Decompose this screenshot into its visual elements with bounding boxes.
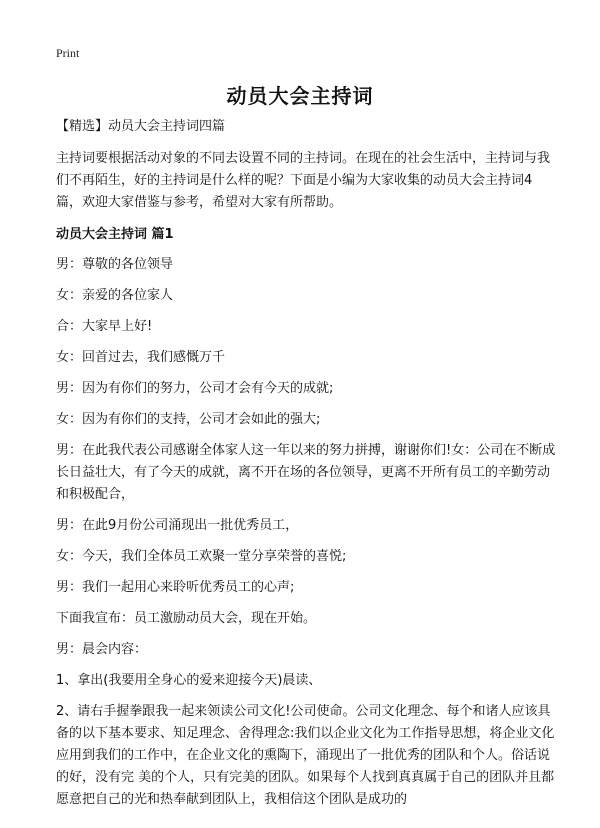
dialogue-line: 男：在此9月份公司涌现出一批优秀员工， xyxy=(56,518,299,533)
dialogue-line: 女：因为有你们的支持，公司才会如此的强大; xyxy=(56,412,321,427)
announcement-line: 下面我宣布：员工激励动员大会，现在开始。 xyxy=(56,611,317,626)
document-title: 动员大会主持词 xyxy=(226,84,374,108)
agenda-item: 1、拿出(我要用全身心的爱来迎接今天)晨读、 xyxy=(56,673,322,688)
intro-paragraph: 主持词要根据活动对象的不同去设置不同的主持词。在现在的社会生活中，主持词与我们不再陌生，好的主持词是什么样的呢？下面是小编为大家收集的动员大会主持词4篇，欢迎大家借鉴与参考，希望对大家有所帮助。 xyxy=(56,151,551,210)
dialogue-line: 男：晨会内容： xyxy=(56,642,148,657)
dialogue-line: 合：大家早上好! xyxy=(56,319,153,334)
print-label: Print xyxy=(56,46,80,60)
dialogue-line: 女：回首过去，我们感慨万千 xyxy=(56,350,226,365)
dialogue-line: 女：今天，我们全体员工欢聚一堂分享荣誉的喜悦; xyxy=(56,549,347,564)
section-heading: 动员大会主持词 篇1 xyxy=(56,227,174,242)
dialogue-line: 男：在此我代表公司感谢全体家人这一年以来的努力拼搏，谢谢你们!女：公司在不断成长日益壮大，有了今天的成就，离不开在场的各位领导，更离不开所有员工的辛勤劳动和积极配合， xyxy=(56,443,556,502)
document-subtitle: 【精选】动员大会主持词四篇 xyxy=(56,119,226,134)
dialogue-line: 男：尊敬的各位领导 xyxy=(56,257,174,272)
dialogue-line: 男：因为有你们的努力，公司才会有今天的成就; xyxy=(56,381,334,396)
dialogue-line: 男：我们一起用心来聆听优秀员工的心声; xyxy=(56,580,295,595)
dialogue-line: 女：亲爱的各位家人 xyxy=(56,288,174,303)
agenda-item: 2、请右手握拳跟我一起来领读公司文化!公司使命。公司文化理念、每个和诸人应该具备的以下基本要求、知足理念、舍得理念:我们以企业文化为工作指导思想，将企业文化应用到我们的工作中，在企业文化的熏陶下，涌现出了一批优秀的团队和个人。俗话说的好，没有完 美的个人，只有完美的团队。如果每个人找到真真属于自己的团队并且都愿意把自己的光和热奉献到团队上，我相信这个团队是成功的 xyxy=(56,704,555,807)
document-body xyxy=(56,116,556,820)
